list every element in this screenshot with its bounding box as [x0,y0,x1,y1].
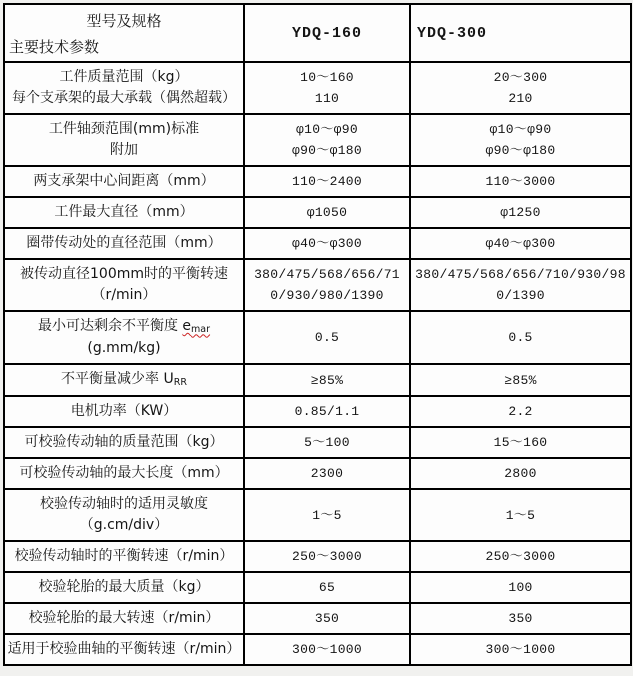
value-ydq160: 10～160 110 [244,62,410,114]
param-label: 校验轮胎的最大质量（kg） [4,572,244,603]
table-row [4,197,631,228]
table-row [4,364,631,396]
param-label: 工件最大直径（mm） [4,197,244,228]
value-ydq300: 250～3000 [410,541,631,572]
table-row [4,458,631,489]
spec-table [3,3,632,666]
param-label: 校验轮胎的最大转速（r/min） [4,603,244,634]
table-row [4,634,631,665]
param-label: 最小可达剩余不平衡度 $e_{mar}$ (g.mm/kg) [4,311,244,364]
value-ydq300: 110～3000 [410,166,631,197]
value-ydq160: ≥85% [244,364,410,396]
value-ydq160: 250～3000 [244,541,410,572]
value-ydq300: φ1250 [410,197,631,228]
value-ydq160: 65 [244,572,410,603]
table-row [4,603,631,634]
table-row [4,427,631,458]
value-ydq300: φ10～φ90 φ90～φ180 [410,114,631,166]
table-row [4,228,631,259]
spec-table-body [4,62,631,665]
param-label: 适用于校验曲轴的平衡转速（r/min） [4,634,244,665]
header-model-ydq300: YDQ-300 [410,4,631,62]
param-label: 可校验传动轴的质量范围（kg） [4,427,244,458]
param-label: 两支承架中心间距离（mm） [4,166,244,197]
header-corner-cell [4,4,244,62]
value-ydq300: ≥85% [410,364,631,396]
header-model-ydq160: YDQ-160 [244,4,410,62]
value-ydq160: 2300 [244,458,410,489]
value-ydq160: φ1050 [244,197,410,228]
table-row [4,114,631,166]
table-row [4,311,631,364]
table-row [4,396,631,427]
param-label: 校验传动轴时的平衡转速（r/min） [4,541,244,572]
value-ydq160: φ10～φ90 φ90～φ180 [244,114,410,166]
param-label: 圈带传动处的直径范围（mm） [4,228,244,259]
value-ydq160: 0.85/1.1 [244,396,410,427]
table-row [4,259,631,311]
value-ydq160: 110～2400 [244,166,410,197]
value-ydq300: 20～300 210 [410,62,631,114]
table-row [4,166,631,197]
param-label: 被传动直径100mm时的平衡转速 （r/min） [4,259,244,311]
value-ydq300: 380/475/568/656/710/930/980/1390 [410,259,631,311]
table-row [4,572,631,603]
corner-label-main-parameters: 主要技术参数 [9,38,100,56]
param-label: 校验传动轴时的适用灵敏度 （g.cm/div） [4,489,244,541]
value-ydq300: 15～160 [410,427,631,458]
value-ydq160: 300～1000 [244,634,410,665]
value-ydq300: 350 [410,603,631,634]
value-ydq160: 1～5 [244,489,410,541]
value-ydq160: 350 [244,603,410,634]
value-ydq300: 2.2 [410,396,631,427]
value-ydq300: 0.5 [410,311,631,364]
value-ydq300: 1～5 [410,489,631,541]
value-ydq300: 300～1000 [410,634,631,665]
value-ydq160: 380/475/568/656/710/930/980/1390 [244,259,410,311]
value-ydq160: 5～100 [244,427,410,458]
param-label: 工件轴颈范围(mm)标准 附加 [4,114,244,166]
param-label: 工件质量范围（kg） 每个支承架的最大承载（偶然超载） [4,62,244,114]
param-label: 可校验传动轴的最大长度（mm） [4,458,244,489]
value-ydq300: 100 [410,572,631,603]
table-row [4,62,631,114]
corner-label-model-spec: 型号及规格 [86,12,162,30]
table-row [4,541,631,572]
param-label: 不平衡量减少率 $U_{RR}$ [4,364,244,396]
param-label: 电机功率（KW） [4,396,244,427]
value-ydq160: φ40～φ300 [244,228,410,259]
value-ydq300: φ40～φ300 [410,228,631,259]
table-row [4,489,631,541]
value-ydq160: 0.5 [244,311,410,364]
value-ydq300: 2800 [410,458,631,489]
header-row [4,4,631,62]
